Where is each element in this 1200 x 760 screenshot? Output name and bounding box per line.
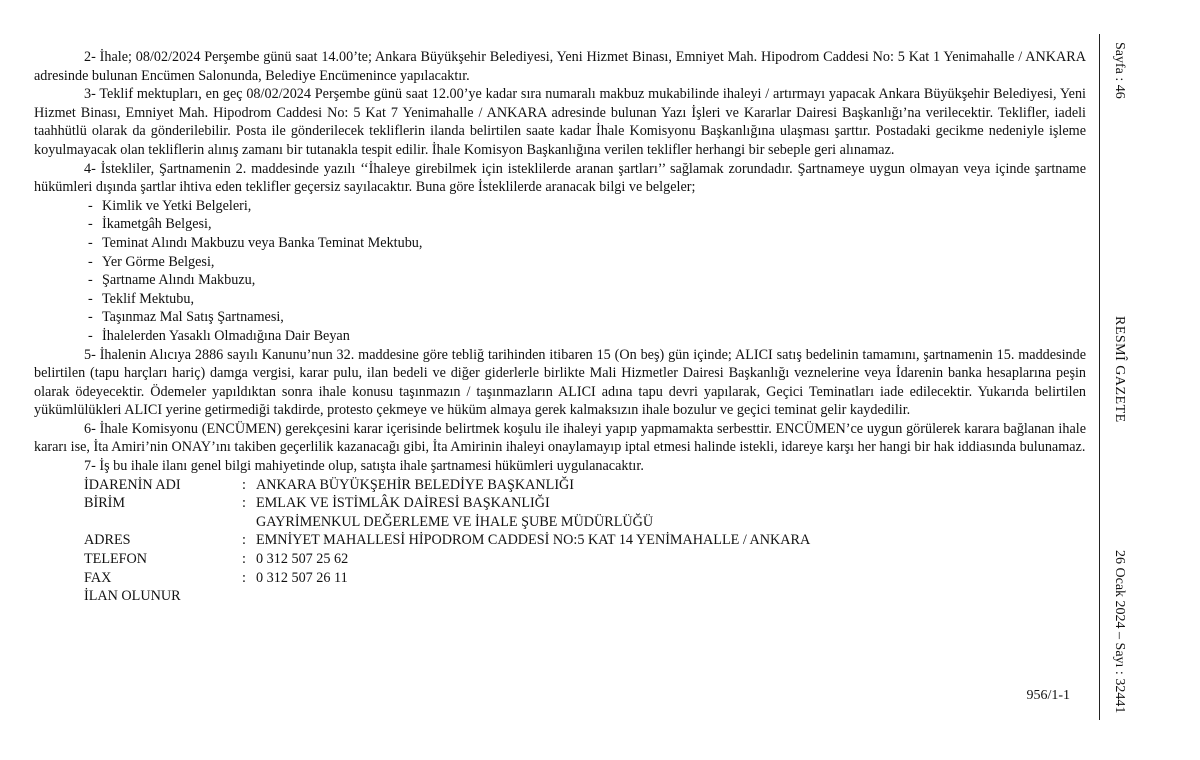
table-row	[84, 550, 810, 569]
colon: :	[242, 551, 246, 568]
colon: :	[242, 532, 246, 549]
announcement-reference: 956/1-1	[1026, 688, 1070, 703]
list-item: - Taşınmaz Mal Satış Şartnamesi,	[34, 308, 1086, 327]
paragraph-3: 3- Teklif mektupları, en geç 08/02/2024 Perşembe günü saat 12.00’ye kadar sıra numaralı makbuz mukabilinde ihaleyi / artırmayı yapacak Ankara Büyükşehir Belediyesi, Yeni Hizmet Binası, Emniyet Mah. Hipodrom Caddesi No: 5 Kat 7 Yenimahalle / ANKARA adresinde bulunan Yazı İşleri ve Kararlar Dairesi Başkanlığı’na verilecektir. Teklifler, iadeli taahhütlü olarak da gönderilebilir. Posta ile gönderilecek tekliflerin ilanda belirtilen saate kadar İhale Komisyonu Başkanlığına ulaşması şarttır. Postadaki gecikme nedeniyle işleme koyulmayacak olan tekliflerin alınış zamanı bir tutanakla tespit edilir. İhale Komisyon Başkanlığına verilen teklifler herhangi bir sebeple geri alınamaz.	[34, 86, 1086, 158]
birim-label: BİRİM	[84, 495, 125, 512]
announcement-body	[34, 48, 1086, 606]
idare-value: ANKARA BÜYÜKŞEHİR BELEDİYE BAŞKANLIĞI	[256, 476, 575, 493]
list-item: - Kimlik ve Yetki Belgeleri,	[34, 197, 1086, 216]
required-documents-list	[34, 197, 1086, 346]
list-item: - Yer Görme Belgesi,	[34, 253, 1086, 272]
margin-divider-line	[1099, 34, 1100, 720]
colon: :	[242, 495, 246, 512]
ilan-olunur: İLAN OLUNUR	[84, 588, 181, 605]
birim-value-2: GAYRİMENKUL DEĞERLEME VE İHALE ŞUBE MÜDÜRLÜĞÜ	[256, 513, 654, 530]
table-row	[84, 494, 810, 513]
idare-label: İDARENİN ADI	[84, 476, 181, 493]
table-row	[84, 476, 810, 495]
list-item: - İhalelerden Yasaklı Olmadığına Dair Beyan	[34, 327, 1086, 346]
colon: :	[242, 476, 246, 493]
fax-label: FAX	[84, 569, 112, 586]
telefon-label: TELEFON	[84, 551, 148, 568]
list-item: - İkametgâh Belgesi,	[34, 215, 1086, 234]
table-row	[84, 587, 810, 606]
birim-value-1: EMLAK VE İSTİMLÂK DAİRESİ BAŞKANLIĞI	[256, 495, 550, 512]
adres-label: ADRES	[84, 532, 131, 549]
contact-info-table	[84, 476, 810, 606]
gazette-sidebar	[1104, 34, 1134, 720]
gazette-title: RESMÎ GAZETE	[1112, 316, 1127, 423]
page-number: Sayfa : 46	[1112, 42, 1127, 99]
paragraph-4: 4- İstekliler, Şartnamenin 2. maddesinde yazılı ‘‘İhaleye girebilmek için isteklilerde aranan şartları’’ sağlamak zorundadır. Şartnameye uygun olmayan veya içinde şartname hükümleri dışında şartlar ihtiva eden teklifler geçersiz sayılacaktır. Buna göre İsteklilerde aranacak bilgi ve belgeler;	[34, 160, 1086, 196]
list-item: - Şartname Alındı Makbuzu,	[34, 271, 1086, 290]
table-row	[84, 569, 810, 588]
paragraph-2: 2- İhale; 08/02/2024 Perşembe günü saat 14.00’te; Ankara Büyükşehir Belediyesi, Yeni Hizmet Binası, Emniyet Mah. Hipodrom Caddesi No: 5 Kat 1 Yenimahalle / ANKARA adresinde bulunan Encümen Salonunda, Belediye Encümenince yapılacaktır.	[34, 49, 1086, 84]
table-row	[84, 531, 810, 550]
table-row	[84, 513, 810, 532]
fax-value: 0 312 507 26 11	[256, 569, 348, 586]
telefon-value: 0 312 507 25 62	[256, 551, 349, 568]
paragraph-5: 5- İhalenin Alıcıya 2886 sayılı Kanunu’nun 32. maddesine göre tebliğ tarihinden itibaren 15 (On beş) gün içinde; ALICI satış bedelinin tamamını, şartnamenin 15. maddesinde belirtilen (tapu harçları hariç) damga vergisi, karar pulu, ilan bedeli ve diğer giderlerle birlikte Mali Hizmetler Dairesi Başkanlığı veznelerine veya İdarenin banka hesaplarına peşin olarak ödeyecektir. Ödemeler yapıldıktan sonra ihale konusu taşınmazın / taşınmazların ALICI adına tapu devri yapılarak, Geçici Teminatları iade edilecektir. Yukarıda belirtilen yükümlülükleri ALICI yerine getirmediği takdirde, protesto çekmeye ve hüküm almaya gerek kalmaksızın ihale bozulur ve geçici teminat gelir kaydedilir.	[34, 346, 1086, 419]
list-item: - Teminat Alındı Makbuzu veya Banka Teminat Mektubu,	[34, 234, 1086, 253]
colon: :	[242, 569, 246, 586]
date-issue: 26 Ocak 2024 – Sayı : 32441	[1112, 550, 1127, 714]
paragraph-7: 7- İş bu ihale ilanı genel bilgi mahiyetinde olup, satışta ihale şartnamesi hükümleri uygulanacaktır.	[84, 458, 644, 475]
list-item: - Teklif Mektubu,	[34, 290, 1086, 309]
adres-value: EMNİYET MAHALLESİ HİPODROM CADDESİ NO:5 KAT 14 YENİMAHALLE / ANKARA	[256, 532, 811, 549]
paragraph-6: 6- İhale Komisyonu (ENCÜMEN) gerekçesini karar içerisinde belirtmek koşulu ile ihaleyi yapıp yapmamakta serbesttir. ENCÜMEN’ce uygun görülerek karara bağlanan ihale kararı ise, İta Amiri’nin ONAY’ını takiben geçerlilik kazanacağı gibi, İta Amirinin ihaleyi onaylamayıp iptal etmesi halinde istekli, idareye karşı her hangi bir hak iddiasında bulunamaz.	[34, 420, 1086, 456]
